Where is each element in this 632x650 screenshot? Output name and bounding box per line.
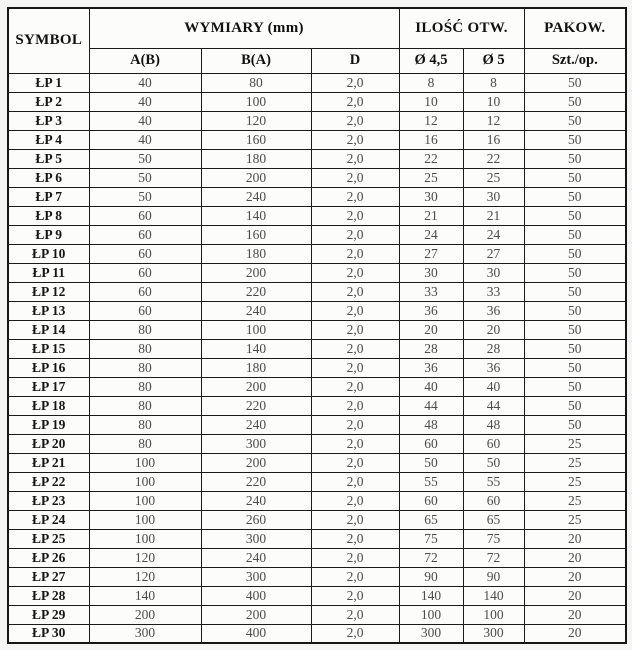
value-cell: 10 xyxy=(463,92,524,111)
table-header xyxy=(8,8,626,73)
value-cell: 2,0 xyxy=(311,130,399,149)
value-cell: 2,0 xyxy=(311,491,399,510)
value-cell: 180 xyxy=(201,244,311,263)
value-cell: 160 xyxy=(201,130,311,149)
value-cell: 40 xyxy=(89,92,201,111)
value-cell: 48 xyxy=(399,415,463,434)
value-cell: 100 xyxy=(89,453,201,472)
value-cell: 2,0 xyxy=(311,624,399,643)
value-cell: 2,0 xyxy=(311,377,399,396)
symbol-cell: ŁP 6 xyxy=(8,168,89,187)
value-cell: 36 xyxy=(399,301,463,320)
value-cell: 50 xyxy=(524,244,626,263)
symbol-cell: ŁP 8 xyxy=(8,206,89,225)
value-cell: 300 xyxy=(89,624,201,643)
value-cell: 2,0 xyxy=(311,548,399,567)
symbol-cell: ŁP 13 xyxy=(8,301,89,320)
value-cell: 50 xyxy=(524,73,626,92)
symbol-cell: ŁP 12 xyxy=(8,282,89,301)
value-cell: 200 xyxy=(201,263,311,282)
value-cell: 40 xyxy=(89,111,201,130)
value-cell: 240 xyxy=(201,187,311,206)
value-cell: 240 xyxy=(201,548,311,567)
value-cell: 2,0 xyxy=(311,187,399,206)
header-packaging-group: PAKOW. xyxy=(524,8,626,48)
value-cell: 36 xyxy=(399,358,463,377)
value-cell: 40 xyxy=(463,377,524,396)
symbol-cell: ŁP 25 xyxy=(8,529,89,548)
value-cell: 33 xyxy=(463,282,524,301)
value-cell: 60 xyxy=(89,263,201,282)
value-cell: 50 xyxy=(524,225,626,244)
value-cell: 2,0 xyxy=(311,396,399,415)
value-cell: 30 xyxy=(463,187,524,206)
value-cell: 50 xyxy=(524,339,626,358)
table-row xyxy=(8,149,626,168)
value-cell: 2,0 xyxy=(311,92,399,111)
value-cell: 2,0 xyxy=(311,244,399,263)
header-col-diameter-5: Ø 5 xyxy=(463,48,524,73)
value-cell: 20 xyxy=(524,624,626,643)
value-cell: 240 xyxy=(201,491,311,510)
value-cell: 20 xyxy=(524,567,626,586)
value-cell: 120 xyxy=(201,111,311,130)
table-row xyxy=(8,548,626,567)
symbol-cell: ŁP 3 xyxy=(8,111,89,130)
value-cell: 60 xyxy=(89,301,201,320)
value-cell: 50 xyxy=(89,168,201,187)
value-cell: 50 xyxy=(524,415,626,434)
value-cell: 200 xyxy=(201,605,311,624)
table-row xyxy=(8,168,626,187)
table-row xyxy=(8,605,626,624)
value-cell: 40 xyxy=(89,130,201,149)
value-cell: 25 xyxy=(524,491,626,510)
value-cell: 300 xyxy=(201,567,311,586)
value-cell: 2,0 xyxy=(311,301,399,320)
value-cell: 100 xyxy=(89,491,201,510)
value-cell: 44 xyxy=(463,396,524,415)
symbol-cell: ŁP 2 xyxy=(8,92,89,111)
value-cell: 50 xyxy=(524,282,626,301)
symbol-cell: ŁP 11 xyxy=(8,263,89,282)
value-cell: 50 xyxy=(524,320,626,339)
value-cell: 48 xyxy=(463,415,524,434)
value-cell: 80 xyxy=(89,434,201,453)
symbol-cell: ŁP 24 xyxy=(8,510,89,529)
symbol-cell: ŁP 28 xyxy=(8,586,89,605)
value-cell: 100 xyxy=(89,510,201,529)
value-cell: 27 xyxy=(399,244,463,263)
value-cell: 60 xyxy=(89,282,201,301)
value-cell: 25 xyxy=(524,472,626,491)
table-row xyxy=(8,206,626,225)
value-cell: 80 xyxy=(89,339,201,358)
value-cell: 80 xyxy=(201,73,311,92)
table-row xyxy=(8,472,626,491)
value-cell: 24 xyxy=(463,225,524,244)
value-cell: 2,0 xyxy=(311,263,399,282)
value-cell: 300 xyxy=(399,624,463,643)
value-cell: 72 xyxy=(463,548,524,567)
value-cell: 80 xyxy=(89,320,201,339)
symbol-cell: ŁP 17 xyxy=(8,377,89,396)
value-cell: 180 xyxy=(201,149,311,168)
symbol-cell: ŁP 10 xyxy=(8,244,89,263)
value-cell: 80 xyxy=(89,396,201,415)
value-cell: 400 xyxy=(201,586,311,605)
value-cell: 200 xyxy=(201,168,311,187)
header-col-pieces-per-pack: Szt./op. xyxy=(524,48,626,73)
value-cell: 50 xyxy=(524,111,626,130)
table-row xyxy=(8,396,626,415)
value-cell: 120 xyxy=(89,567,201,586)
value-cell: 2,0 xyxy=(311,472,399,491)
value-cell: 200 xyxy=(201,453,311,472)
value-cell: 50 xyxy=(463,453,524,472)
value-cell: 50 xyxy=(524,206,626,225)
value-cell: 100 xyxy=(463,605,524,624)
value-cell: 40 xyxy=(399,377,463,396)
value-cell: 50 xyxy=(524,168,626,187)
value-cell: 300 xyxy=(201,529,311,548)
value-cell: 30 xyxy=(399,187,463,206)
value-cell: 2,0 xyxy=(311,434,399,453)
value-cell: 50 xyxy=(524,263,626,282)
value-cell: 55 xyxy=(399,472,463,491)
value-cell: 50 xyxy=(524,149,626,168)
table-row xyxy=(8,263,626,282)
value-cell: 55 xyxy=(463,472,524,491)
value-cell: 8 xyxy=(399,73,463,92)
value-cell: 2,0 xyxy=(311,111,399,130)
symbol-cell: ŁP 30 xyxy=(8,624,89,643)
value-cell: 2,0 xyxy=(311,225,399,244)
value-cell: 22 xyxy=(463,149,524,168)
value-cell: 140 xyxy=(399,586,463,605)
value-cell: 120 xyxy=(89,548,201,567)
value-cell: 40 xyxy=(89,73,201,92)
value-cell: 60 xyxy=(89,225,201,244)
value-cell: 20 xyxy=(524,605,626,624)
value-cell: 2,0 xyxy=(311,320,399,339)
table-row xyxy=(8,434,626,453)
value-cell: 50 xyxy=(524,130,626,149)
value-cell: 25 xyxy=(463,168,524,187)
value-cell: 12 xyxy=(399,111,463,130)
value-cell: 30 xyxy=(463,263,524,282)
header-col-diameter-4-5: Ø 4,5 xyxy=(399,48,463,73)
symbol-cell: ŁP 26 xyxy=(8,548,89,567)
table-row xyxy=(8,567,626,586)
value-cell: 50 xyxy=(89,149,201,168)
table-row xyxy=(8,282,626,301)
value-cell: 20 xyxy=(399,320,463,339)
value-cell: 2,0 xyxy=(311,149,399,168)
value-cell: 2,0 xyxy=(311,529,399,548)
spec-table xyxy=(7,7,627,644)
table-row xyxy=(8,301,626,320)
table-row xyxy=(8,339,626,358)
value-cell: 33 xyxy=(399,282,463,301)
value-cell: 30 xyxy=(399,263,463,282)
value-cell: 28 xyxy=(463,339,524,358)
value-cell: 50 xyxy=(524,396,626,415)
value-cell: 20 xyxy=(463,320,524,339)
value-cell: 100 xyxy=(89,472,201,491)
header-col-b-a: B(A) xyxy=(201,48,311,73)
symbol-cell: ŁP 9 xyxy=(8,225,89,244)
value-cell: 200 xyxy=(89,605,201,624)
value-cell: 100 xyxy=(399,605,463,624)
table-row xyxy=(8,491,626,510)
value-cell: 2,0 xyxy=(311,586,399,605)
value-cell: 72 xyxy=(399,548,463,567)
symbol-cell: ŁP 1 xyxy=(8,73,89,92)
value-cell: 140 xyxy=(201,339,311,358)
value-cell: 2,0 xyxy=(311,415,399,434)
value-cell: 25 xyxy=(524,510,626,529)
value-cell: 65 xyxy=(399,510,463,529)
value-cell: 100 xyxy=(201,320,311,339)
value-cell: 240 xyxy=(201,301,311,320)
table-row xyxy=(8,529,626,548)
value-cell: 25 xyxy=(524,453,626,472)
value-cell: 2,0 xyxy=(311,168,399,187)
value-cell: 160 xyxy=(201,225,311,244)
symbol-cell: ŁP 16 xyxy=(8,358,89,377)
symbol-cell: ŁP 5 xyxy=(8,149,89,168)
header-hole-count-group: ILOŚĆ OTW. xyxy=(399,8,524,48)
value-cell: 60 xyxy=(399,434,463,453)
symbol-cell: ŁP 21 xyxy=(8,453,89,472)
value-cell: 2,0 xyxy=(311,358,399,377)
value-cell: 20 xyxy=(524,548,626,567)
value-cell: 90 xyxy=(463,567,524,586)
value-cell: 2,0 xyxy=(311,73,399,92)
table-row xyxy=(8,111,626,130)
value-cell: 260 xyxy=(201,510,311,529)
symbol-cell: ŁP 14 xyxy=(8,320,89,339)
value-cell: 2,0 xyxy=(311,453,399,472)
value-cell: 200 xyxy=(201,377,311,396)
table-row xyxy=(8,92,626,111)
table-row xyxy=(8,624,626,643)
value-cell: 50 xyxy=(399,453,463,472)
table-row xyxy=(8,415,626,434)
value-cell: 140 xyxy=(89,586,201,605)
symbol-cell: ŁP 20 xyxy=(8,434,89,453)
value-cell: 2,0 xyxy=(311,339,399,358)
value-cell: 50 xyxy=(89,187,201,206)
symbol-cell: ŁP 27 xyxy=(8,567,89,586)
value-cell: 60 xyxy=(463,434,524,453)
value-cell: 24 xyxy=(399,225,463,244)
table-row xyxy=(8,510,626,529)
header-symbol: SYMBOL xyxy=(8,8,89,73)
value-cell: 100 xyxy=(89,529,201,548)
value-cell: 2,0 xyxy=(311,282,399,301)
symbol-cell: ŁP 15 xyxy=(8,339,89,358)
table-row xyxy=(8,586,626,605)
header-col-a-b: A(B) xyxy=(89,48,201,73)
value-cell: 16 xyxy=(399,130,463,149)
value-cell: 27 xyxy=(463,244,524,263)
value-cell: 50 xyxy=(524,301,626,320)
value-cell: 75 xyxy=(399,529,463,548)
table-row xyxy=(8,453,626,472)
value-cell: 240 xyxy=(201,415,311,434)
value-cell: 100 xyxy=(201,92,311,111)
value-cell: 60 xyxy=(89,244,201,263)
value-cell: 180 xyxy=(201,358,311,377)
symbol-cell: ŁP 29 xyxy=(8,605,89,624)
table-row xyxy=(8,73,626,92)
value-cell: 300 xyxy=(201,434,311,453)
value-cell: 400 xyxy=(201,624,311,643)
table-row xyxy=(8,130,626,149)
value-cell: 2,0 xyxy=(311,510,399,529)
header-col-d: D xyxy=(311,48,399,73)
value-cell: 25 xyxy=(399,168,463,187)
value-cell: 60 xyxy=(463,491,524,510)
value-cell: 65 xyxy=(463,510,524,529)
table-row xyxy=(8,377,626,396)
symbol-cell: ŁP 23 xyxy=(8,491,89,510)
value-cell: 80 xyxy=(89,358,201,377)
value-cell: 2,0 xyxy=(311,605,399,624)
value-cell: 140 xyxy=(463,586,524,605)
symbol-cell: ŁP 7 xyxy=(8,187,89,206)
table-row xyxy=(8,225,626,244)
value-cell: 75 xyxy=(463,529,524,548)
value-cell: 25 xyxy=(524,434,626,453)
value-cell: 50 xyxy=(524,358,626,377)
value-cell: 20 xyxy=(524,586,626,605)
header-dimensions-group: WYMIARY (mm) xyxy=(89,8,399,48)
value-cell: 220 xyxy=(201,472,311,491)
value-cell: 44 xyxy=(399,396,463,415)
symbol-cell: ŁP 22 xyxy=(8,472,89,491)
value-cell: 36 xyxy=(463,358,524,377)
symbol-cell: ŁP 18 xyxy=(8,396,89,415)
value-cell: 50 xyxy=(524,187,626,206)
table-row xyxy=(8,358,626,377)
value-cell: 36 xyxy=(463,301,524,320)
value-cell: 50 xyxy=(524,377,626,396)
table-row xyxy=(8,320,626,339)
value-cell: 28 xyxy=(399,339,463,358)
value-cell: 60 xyxy=(399,491,463,510)
value-cell: 22 xyxy=(399,149,463,168)
value-cell: 80 xyxy=(89,377,201,396)
value-cell: 90 xyxy=(399,567,463,586)
table-row xyxy=(8,244,626,263)
value-cell: 21 xyxy=(463,206,524,225)
value-cell: 50 xyxy=(524,92,626,111)
value-cell: 16 xyxy=(463,130,524,149)
table-row xyxy=(8,187,626,206)
symbol-cell: ŁP 4 xyxy=(8,130,89,149)
value-cell: 60 xyxy=(89,206,201,225)
value-cell: 80 xyxy=(89,415,201,434)
symbol-cell: ŁP 19 xyxy=(8,415,89,434)
table-body xyxy=(8,73,626,643)
value-cell: 300 xyxy=(463,624,524,643)
value-cell: 2,0 xyxy=(311,567,399,586)
value-cell: 20 xyxy=(524,529,626,548)
value-cell: 8 xyxy=(463,73,524,92)
value-cell: 2,0 xyxy=(311,206,399,225)
value-cell: 220 xyxy=(201,396,311,415)
value-cell: 10 xyxy=(399,92,463,111)
value-cell: 140 xyxy=(201,206,311,225)
value-cell: 220 xyxy=(201,282,311,301)
value-cell: 12 xyxy=(463,111,524,130)
value-cell: 21 xyxy=(399,206,463,225)
